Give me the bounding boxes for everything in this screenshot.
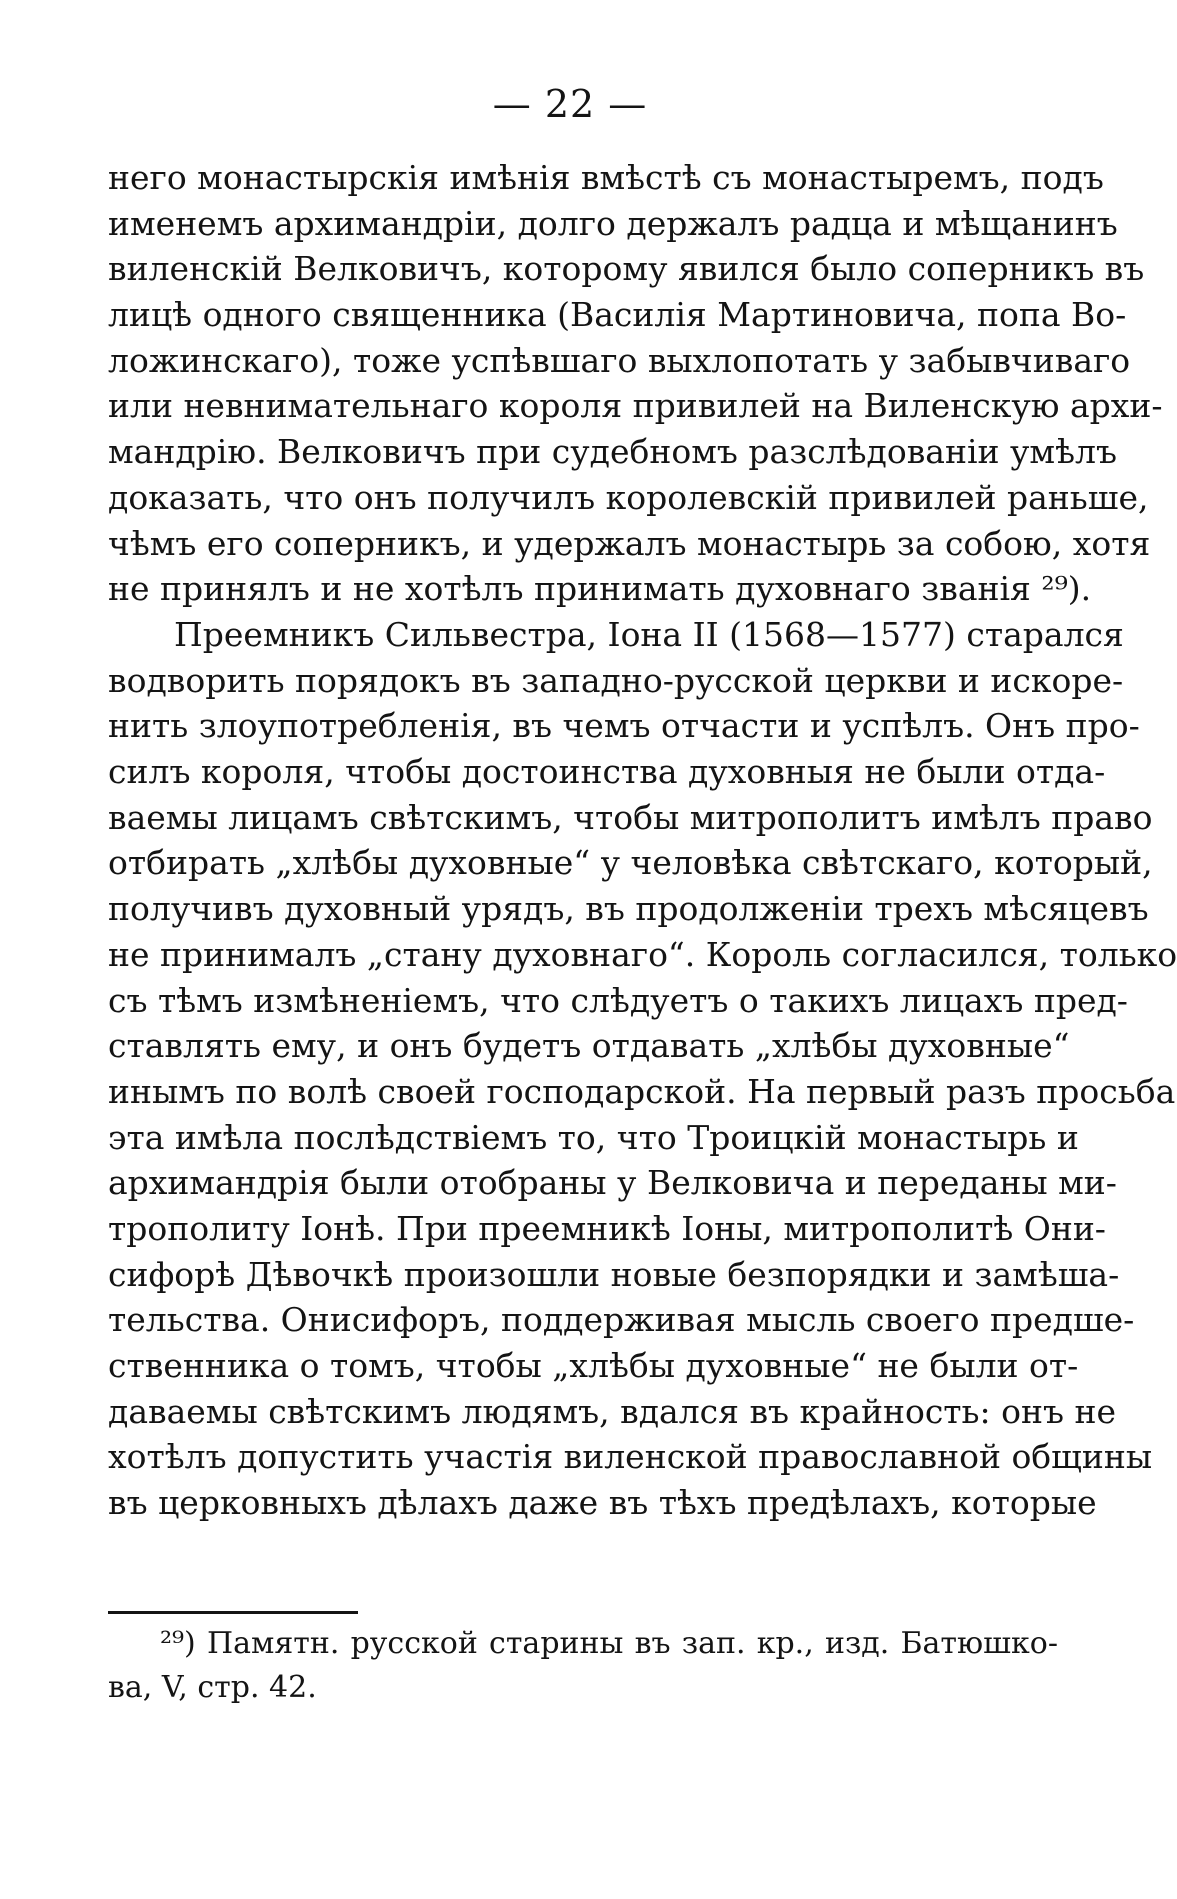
- text-line: лицѣ одного священника (Василія Мартиновича, попа Во-: [108, 295, 1127, 335]
- footnote: [108, 1622, 1058, 1710]
- text-line: силъ короля, чтобы достоинства духовныя не были отда-: [108, 752, 1106, 792]
- text-line: архимандрія были отобраны у Велковича и переданы ми-: [108, 1163, 1117, 1203]
- text-line: даваемы свѣтскимъ людямъ, вдался въ крайность: онъ не: [108, 1391, 1116, 1431]
- text-line: или невнимательнаго короля привилей на Виленскую архи-: [108, 386, 1163, 426]
- text-line: именемъ архимандріи, долго держалъ радца и мѣщанинъ: [108, 203, 1118, 243]
- text-line: мандрію. Велковичъ при судебномъ разслѣдованіи умѣлъ: [108, 432, 1117, 472]
- text-line: получивъ духовный урядъ, въ продолженіи трехъ мѣсяцевъ: [108, 889, 1149, 929]
- footnote-line: ва, V, стр. 42.: [108, 1670, 317, 1705]
- text-line: трополиту Іонѣ. При преемникѣ Іоны, митрополитѣ Они-: [108, 1208, 1106, 1248]
- text-line: ваемы лицамъ свѣтскимъ, чтобы митрополитъ имѣлъ право: [108, 797, 1153, 837]
- text-line: не принималъ „стану духовнаго“. Король согласился, только: [108, 934, 1177, 974]
- text-line: ственника о томъ, чтобы „хлѣбы духовные“ не были от-: [108, 1346, 1079, 1385]
- text-line: въ церковныхъ дѣлахъ даже въ тѣхъ предѣлахъ, которые: [108, 1483, 1097, 1523]
- page-number: — 22 —: [492, 82, 648, 126]
- text-line: не принялъ и не хотѣлъ принимать духовнаго званія ²⁹).: [108, 569, 1092, 609]
- text-line: нить злоупотребленія, въ чемъ отчасти и успѣлъ. Онъ про-: [108, 706, 1140, 746]
- text-line: доказать, что онъ получилъ королевскій привилей раньше,: [108, 477, 1149, 517]
- text-line: него монастырскія имѣнія вмѣстѣ съ монастыремъ, подъ: [108, 158, 1104, 197]
- footnote-rule: [108, 1611, 358, 1614]
- text-line: чѣмъ его соперникъ, и удержалъ монастырь за собою, хотя: [108, 523, 1151, 563]
- text-line: инымъ по волѣ своей господарской. На первый разъ просьба: [108, 1071, 1176, 1111]
- text-line: сифорѣ Дѣвочкѣ произошли новые безпорядки и замѣша-: [108, 1254, 1120, 1294]
- text-line: ставлять ему, и онъ будетъ отдавать „хлѣбы духовные“: [108, 1026, 1070, 1066]
- text-line: Преемникъ Сильвестра, Іона II (1568—1577) старался: [174, 615, 1124, 654]
- paragraph-1: [108, 155, 1163, 612]
- paragraph-2: [108, 612, 1177, 1526]
- text-line: водворить порядокъ въ западно-русской церкви и искоре-: [108, 660, 1124, 700]
- text-line: виленскій Велковичъ, которому явился было соперникъ въ: [108, 249, 1145, 289]
- text-line: ложинскаго), тоже успѣвшаго выхлопотать у забывчиваго: [108, 340, 1131, 380]
- text-line: съ тѣмъ измѣненіемъ, что слѣдуетъ о такихъ лицахъ пред-: [108, 980, 1128, 1020]
- text-line: отбирать „хлѣбы духовные“ у человѣка свѣтскаго, который,: [108, 843, 1153, 883]
- text-line: эта имѣла послѣдствіемъ то, что Троицкій монастырь и: [108, 1117, 1079, 1157]
- text-line: тельства. Онисифоръ, поддерживая мысль своего предше-: [108, 1300, 1135, 1340]
- footnote-line: ²⁹) Памятн. русской старины въ зап. кр., изд. Батюшко-: [160, 1626, 1058, 1661]
- text-line: хотѣлъ допустить участія виленской православной общины: [108, 1437, 1153, 1477]
